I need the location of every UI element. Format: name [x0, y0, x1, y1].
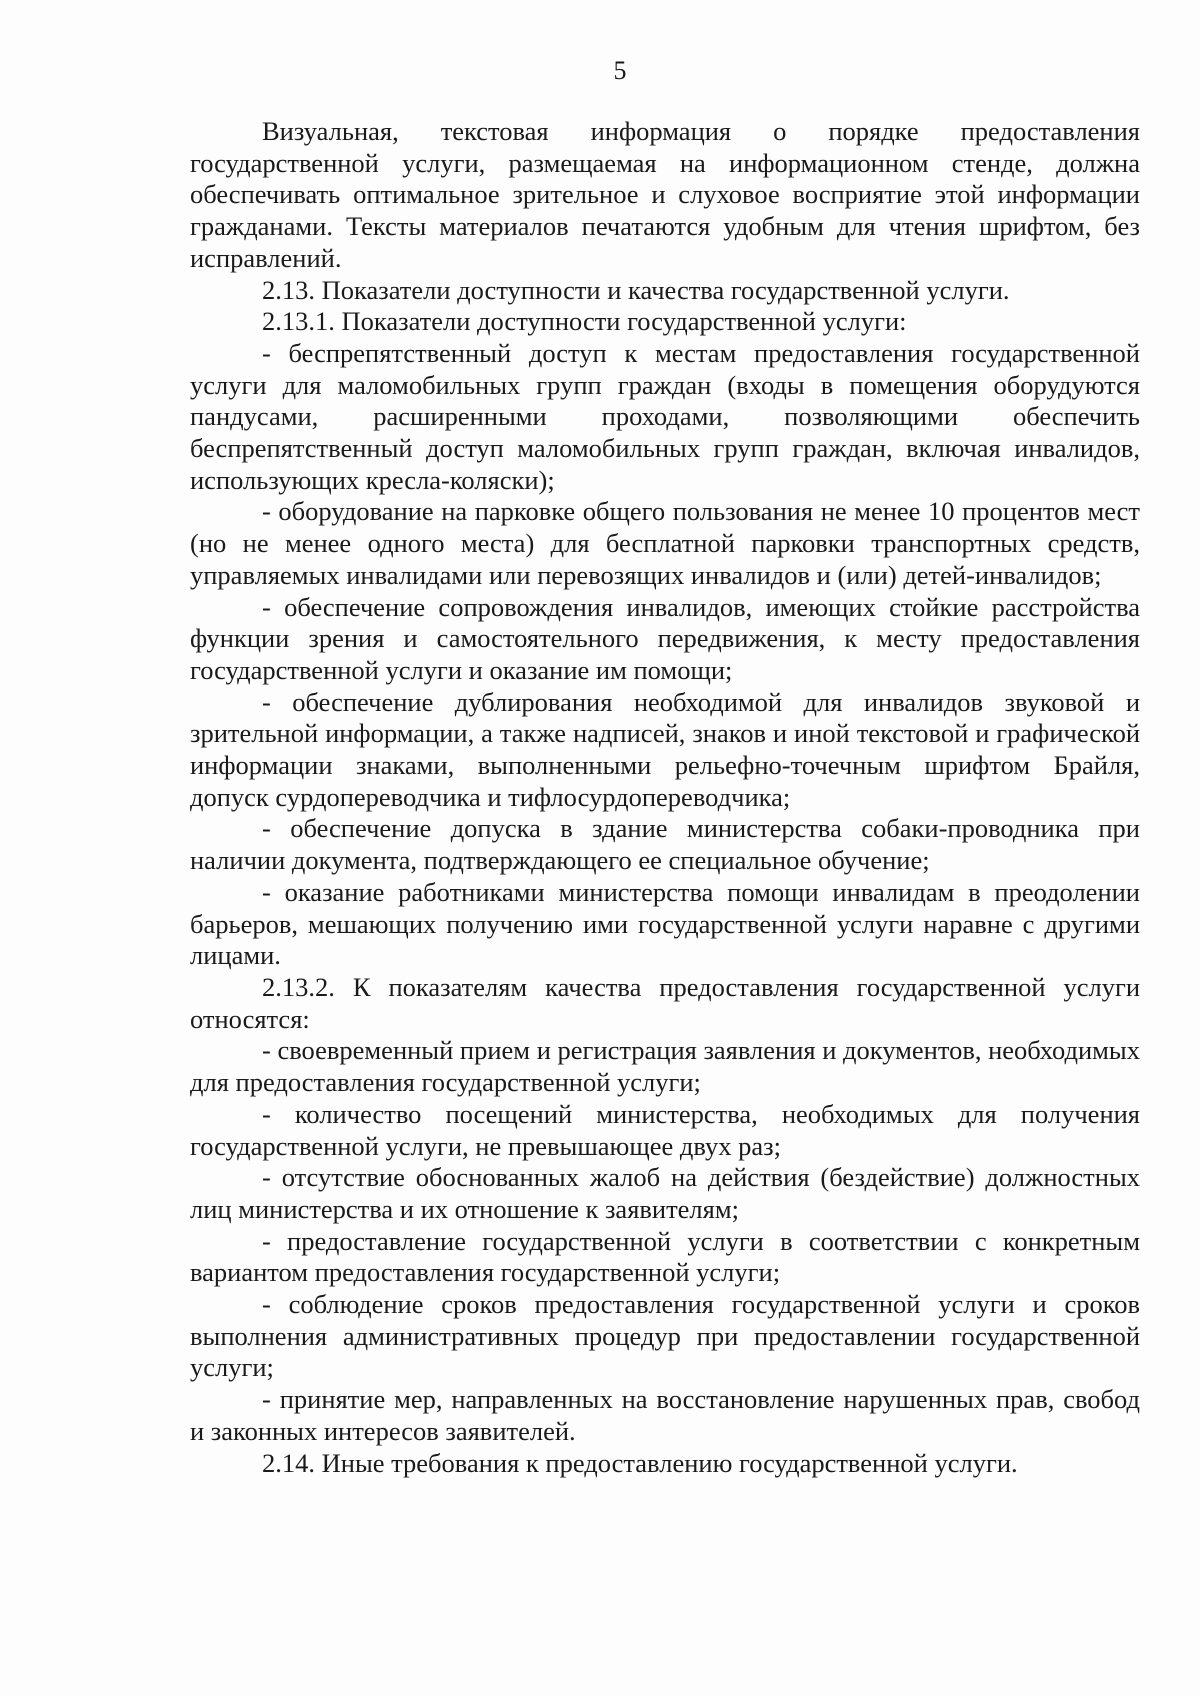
list-item-no-complaints: - отсутствие обоснованных жалоб на действия (бездействие) должностных лиц министерства и их отношение к заявителям;	[190, 1162, 1140, 1224]
list-item-duplication: - обеспечение дублирования необходимой для инвалидов звуковой и зрительной информации, а также надписей, знаков и иной текстовой и графической информации знаками, выполненными рельефно-точечным шрифтом Брайля, допуск сурдопереводчика и тифлосурдопереводчика;	[190, 686, 1140, 812]
list-item-timely-reception: - своевременный прием и регистрация заявления и документов, необходимых для предоставления государственной услуги;	[190, 1035, 1140, 1098]
list-item-restoration-measures: - принятие мер, направленных на восстановление нарушенных прав, свобод и законных интересов заявителей.	[190, 1384, 1140, 1446]
list-item-guide-dog: - обеспечение допуска в здание министерства собаки-проводника при наличии документа, подтверждающего ее специальное обучение;	[190, 813, 1140, 876]
list-item-deadlines: - соблюдение сроков предоставления государственной услуги и сроков выполнения административных процедур при предоставлении государственной услуги;	[190, 1289, 1140, 1383]
paragraph-visual-info: Визуальная, текстовая информация о порядке предоставления государственной услуги, размещаемая на информационном стенде, должна обеспечивать оптимальное зрительное и слуховое восприятие этой информации гражданами. Тексты материалов печатаются удобным для чтения шрифтом, без исправлений.	[190, 116, 1140, 273]
section-heading-2-13-2: 2.13.2. К показателям качества предоставления государственной услуги относятся:	[190, 971, 1140, 1034]
list-item-staff-assistance: - оказание работниками министерства помощи инвалидам в преодолении барьеров, мешающих получению ими государственной услуги наравне с другими лицами.	[190, 876, 1140, 971]
section-heading-2-13-1: 2.13.1. Показатели доступности государственной услуги:	[262, 306, 907, 337]
list-item-parking: - оборудование на парковке общего пользования не менее 10 процентов мест (но не менее одного места) для бесплатной парковки транспортных средств, управляемых инвалидами или перевозящих инвалидов и (или) детей-инвалидов;	[190, 496, 1140, 590]
list-item-visits-count: - количество посещений министерства, необходимых для получения государственной услуги, не превышающее двух раз;	[190, 1098, 1140, 1161]
document-body	[190, 116, 1140, 1479]
list-item-access-places: - беспрепятственный доступ к местам предоставления государственной услуги для маломобильных групп граждан (входы в помещения оборудуются пандусами, расширенными проходами, позволяющими обеспечить беспрепятственный доступ маломобильных групп граждан, включая инвалидов, использующих кресла-коляски);	[190, 337, 1140, 495]
list-item-variant-compliance: - предоставление государственной услуги в соответствии с конкретным вариантом предоставления государственной услуги;	[190, 1225, 1140, 1288]
page-number: 5	[613, 56, 627, 85]
section-heading-2-13: 2.13. Показатели доступности и качества государственной услуги.	[262, 274, 1010, 305]
list-item-escort: - обеспечение сопровождения инвалидов, имеющих стойкие расстройства функции зрения и самостоятельного передвижения, к месту предоставления государственной услуги и оказание им помощи;	[190, 591, 1140, 685]
section-heading-2-14: 2.14. Иные требования к предоставлению государственной услуги.	[262, 1447, 1018, 1478]
